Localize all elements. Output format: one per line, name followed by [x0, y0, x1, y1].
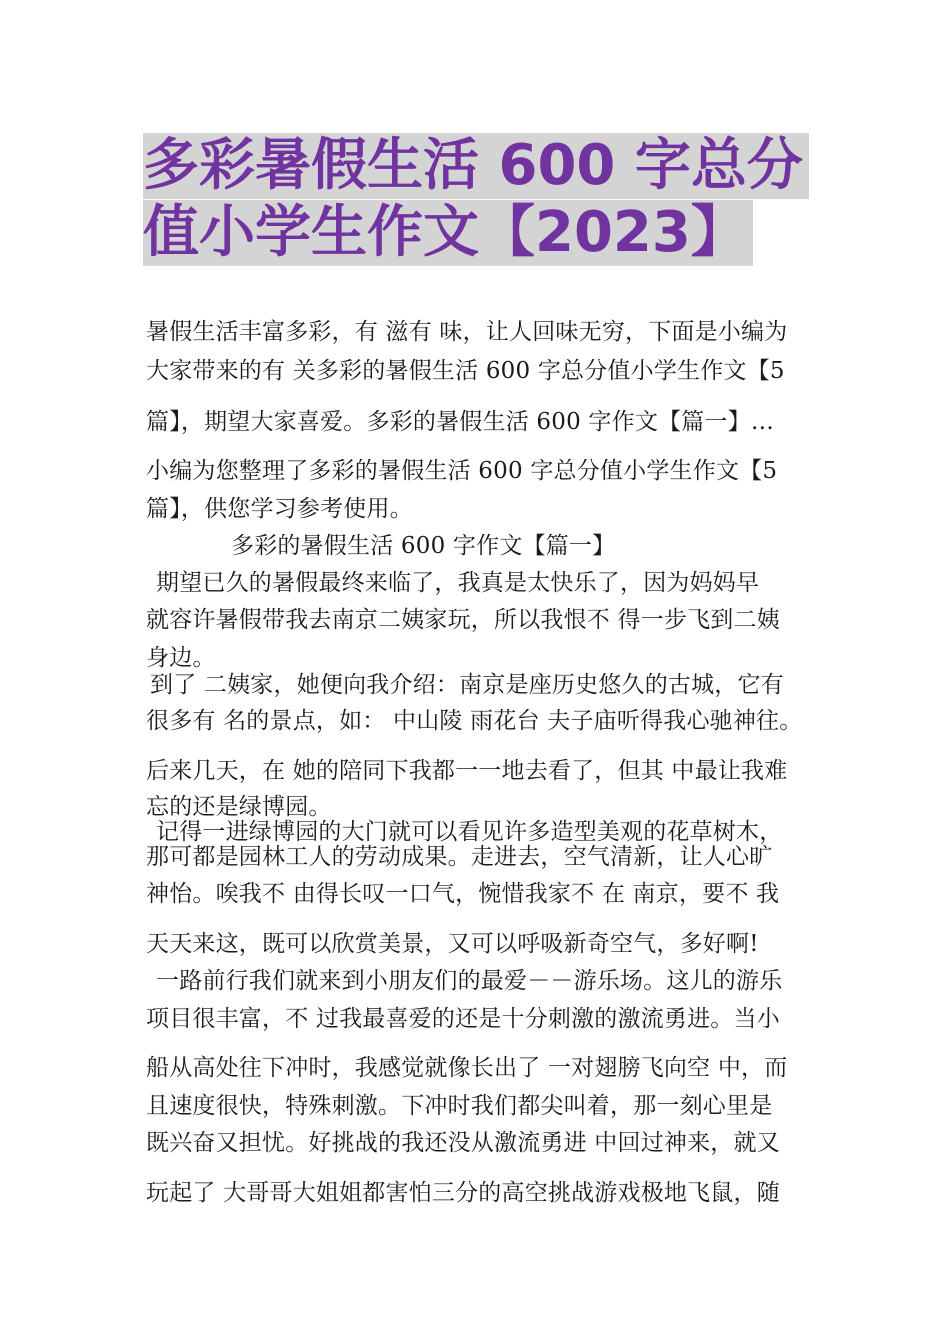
- body-line: 且速度很快，特殊刺激。下冲时我们都尖叫着，那一刻心里是: [146, 1093, 773, 1119]
- section-heading: 多彩的暑假生活 600 字作文【篇一】: [231, 533, 616, 559]
- document-title-line-1: 多彩暑假生活 600 字总分: [143, 133, 809, 199]
- body-line: 到了 二姨家，她便向我介绍：南京是座历史悠久的古城，它有: [150, 672, 784, 698]
- body-line: 忘的还是绿博园。: [146, 794, 332, 820]
- body-line: 篇】，期望大家喜爱。多彩的暑假生活 600 字作文【篇一】…: [146, 409, 775, 435]
- body-line: 篇】，供您学习参考使用。: [146, 496, 413, 522]
- document-title-line-2: 值小学生作文【2023】: [143, 200, 753, 266]
- body-line: 小编为您整理了多彩的暑假生活 600 字总分值小学生作文【5: [146, 458, 778, 484]
- body-line: 就容许暑假带我去南京二姨家玩，所以我恨不 得一步飞到二姨: [146, 607, 780, 633]
- body-line: 后来几天，在 她的陪同下我都一一地去看了，但其 中最让我难: [146, 758, 788, 784]
- body-line: 那可都是园林工人的劳动成果。走进去，空气清新，让人心旷: [146, 844, 773, 870]
- body-line: 玩起了 大哥哥大姐姐都害怕三分的高空挑战游戏极地飞鼠，随: [146, 1180, 780, 1206]
- body-line: 身边。: [146, 645, 216, 671]
- body-line: 既兴奋又担忧。好挑战的我还没从激流勇进 中回过神来，就又: [146, 1130, 780, 1156]
- body-line: 期望已久的暑假最终来临了，我真是太快乐了，因为妈妈早: [156, 570, 760, 596]
- body-line: 天天来这，既可以欣赏美景，又可以呼吸新奇空气，多好啊!: [146, 931, 759, 957]
- body-line: 记得一进绿博园的大门就可以看见许多造型美观的花草树木，: [156, 819, 783, 845]
- body-line: 暑假生活丰富多彩，有 滋有 味，让人回味无穷，下面是小编为: [146, 319, 788, 345]
- body-line: 大家带来的有 关多彩的暑假生活 600 字总分值小学生作文【5: [146, 358, 785, 384]
- body-line: 很多有 名的景点，如： 中山陵 雨花台 夫子庙听得我心驰神往。: [146, 708, 803, 734]
- body-line: 项目很丰富，不 过我最喜爱的还是十分刺激的激流勇进。当小: [146, 1006, 780, 1032]
- body-line: 船从高处往下冲时，我感觉就像长出了 一对翅膀飞向空 中，而: [146, 1055, 788, 1081]
- body-line: 一路前行我们就来到小朋友们的最爱－－游乐场。这儿的游乐: [156, 968, 783, 994]
- body-line: 神怡。唉我不 由得长叹一口气，惋惜我家不 在 南京，要不 我: [146, 881, 780, 907]
